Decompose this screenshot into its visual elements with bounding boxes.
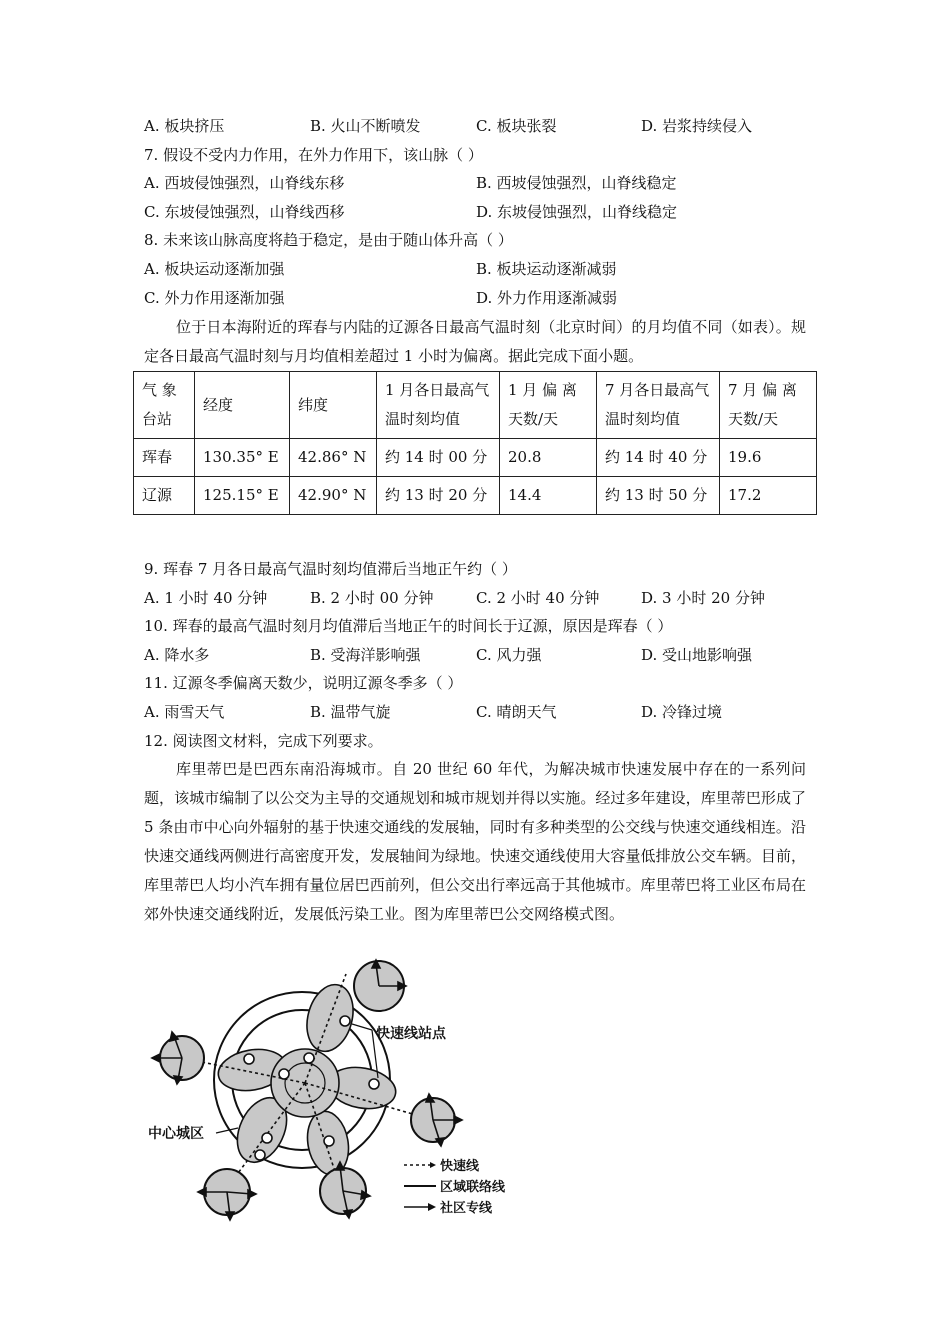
q7-option-b: B. 西坡侵蚀强烈，山脊线稳定	[476, 174, 677, 192]
table-header-cell: 7 月各日最高气温时刻均值	[597, 372, 720, 439]
q10-option-c: C. 风力强	[476, 646, 542, 664]
table-intro-paragraph: 位于日本海附近的珲春与内陆的辽源各日最高气温时刻（北京时间）的月均值不同（如表）。规定各日最高气温时刻与月均值相差超过 1 小时为偏离。据此完成下面小题。	[144, 318, 806, 365]
q7-option-a: A. 西坡侵蚀强烈，山脊线东移	[144, 174, 345, 192]
table-cell: 珲春	[134, 439, 195, 477]
table-header-cell: 1 月各日最高气温时刻均值	[377, 372, 500, 439]
table-cell: 辽源	[134, 477, 195, 515]
table-header-cell: 气 象 台站	[134, 372, 195, 439]
temperature-table	[133, 371, 817, 515]
table-row	[134, 477, 817, 515]
transit-network-diagram	[140, 958, 540, 1233]
q8-option-a: A. 板块运动逐渐加强	[144, 260, 285, 278]
q11-option-b: B. 温带气旋	[310, 703, 391, 721]
table-cell: 125.15° E	[195, 477, 290, 515]
table-cell: 20.8	[500, 439, 597, 477]
table-cell: 130.35° E	[195, 439, 290, 477]
q11-option-d: D. 冷锋过境	[641, 703, 723, 721]
q7-stem: 7. 假设不受内力作用，在外力作用下，该山脉（ ）	[144, 146, 483, 164]
q8-option-d: D. 外力作用逐渐减弱	[476, 289, 618, 307]
label-central-city: 中心城区	[148, 1126, 204, 1142]
table-cell: 42.86° N	[290, 439, 377, 477]
table-header-row	[134, 372, 817, 439]
q8-option-b: B. 板块运动逐渐减弱	[476, 260, 617, 278]
center-leader-line	[216, 1128, 238, 1133]
legend-community-line-label: 社区专线	[440, 1201, 493, 1216]
table-header-cell: 7 月 偏 离 天数/天	[720, 372, 817, 439]
q7-option-c: C. 东坡侵蚀强烈，山脊线西移	[144, 203, 345, 221]
legend	[404, 1158, 506, 1216]
q9-option-b: B. 2 小时 00 分钟	[310, 589, 434, 607]
q9-stem: 9. 珲春 7 月各日最高气温时刻均值滞后当地正午约（ ）	[144, 560, 517, 578]
q6-option-c: C. 板块张裂	[476, 117, 557, 135]
q9-option-d: D. 3 小时 20 分钟	[641, 589, 765, 607]
q9-option-c: C. 2 小时 40 分钟	[476, 589, 600, 607]
table-cell: 约 14 时 40 分	[597, 439, 720, 477]
label-fast-line-station: 快速线站点	[376, 1026, 446, 1042]
q10-stem: 10. 珲春的最高气温时刻月均值滞后当地正午的时间长于辽源，原因是珲春（ ）	[144, 617, 673, 635]
table-cell: 17.2	[720, 477, 817, 515]
legend-regional-line-label: 区域联络线	[440, 1180, 506, 1195]
q10-option-a: A. 降水多	[144, 646, 210, 664]
q8-stem: 8. 未来该山脉高度将趋于稳定，是由于随山体升高（ ）	[144, 231, 513, 249]
table-cell: 约 14 时 00 分	[377, 439, 500, 477]
q7-option-d: D. 东坡侵蚀强烈，山脊线稳定	[476, 203, 678, 221]
q12-material-paragraph: 库里蒂巴是巴西东南沿海城市。自 20 世纪 60 年代，为解决城市快速发展中存在的一系列问题，该城市编制了以公交为主导的交通规划和城市规划并得以实施。经过多年建设，库里蒂巴形成了 5 条由市中心向外辐射的基于快速交通线的发展轴，同时有多种类型的公交线与快速交通线相连。沿快速交通线两侧进行高密度开发，发展轴间为绿地。快速交通线使用大容量低排放公交车辆。目前，库里蒂巴人均小汽车拥有量位居巴西前列，但公交出行率远高于其他城市。库里蒂巴将工业区布局在郊外快速交通线附近，发展低污染工业。图为库里蒂巴公交网络模式图。	[144, 760, 806, 923]
table-cell: 约 13 时 50 分	[597, 477, 720, 515]
table-header-cell: 1 月 偏 离 天数/天	[500, 372, 597, 439]
legend-fast-line-label: 快速线	[440, 1159, 480, 1174]
q6-option-d: D. 岩浆持续侵入	[641, 117, 753, 135]
q10-option-d: D. 受山地影响强	[641, 646, 753, 664]
q11-option-a: A. 雨雪天气	[144, 703, 225, 721]
station-leader-line	[352, 1024, 372, 1030]
table-header-cell: 纬度	[290, 372, 377, 439]
table-cell: 14.4	[500, 477, 597, 515]
q12-stem: 12. 阅读图文材料，完成下列要求。	[144, 732, 383, 750]
q6-option-b: B. 火山不断喷发	[310, 117, 421, 135]
q10-option-b: B. 受海洋影响强	[310, 646, 421, 664]
q6-option-a: A. 板块挤压	[144, 117, 225, 135]
table-row	[134, 439, 817, 477]
table-cell: 约 13 时 20 分	[377, 477, 500, 515]
q11-option-c: C. 晴朗天气	[476, 703, 557, 721]
table-cell: 42.90° N	[290, 477, 377, 515]
q9-option-a: A. 1 小时 40 分钟	[144, 589, 268, 607]
table-cell: 19.6	[720, 439, 817, 477]
table-header-cell: 经度	[195, 372, 290, 439]
q11-stem: 11. 辽源冬季偏离天数少，说明辽源冬季多（ ）	[144, 674, 463, 692]
q8-option-c: C. 外力作用逐渐加强	[144, 289, 285, 307]
